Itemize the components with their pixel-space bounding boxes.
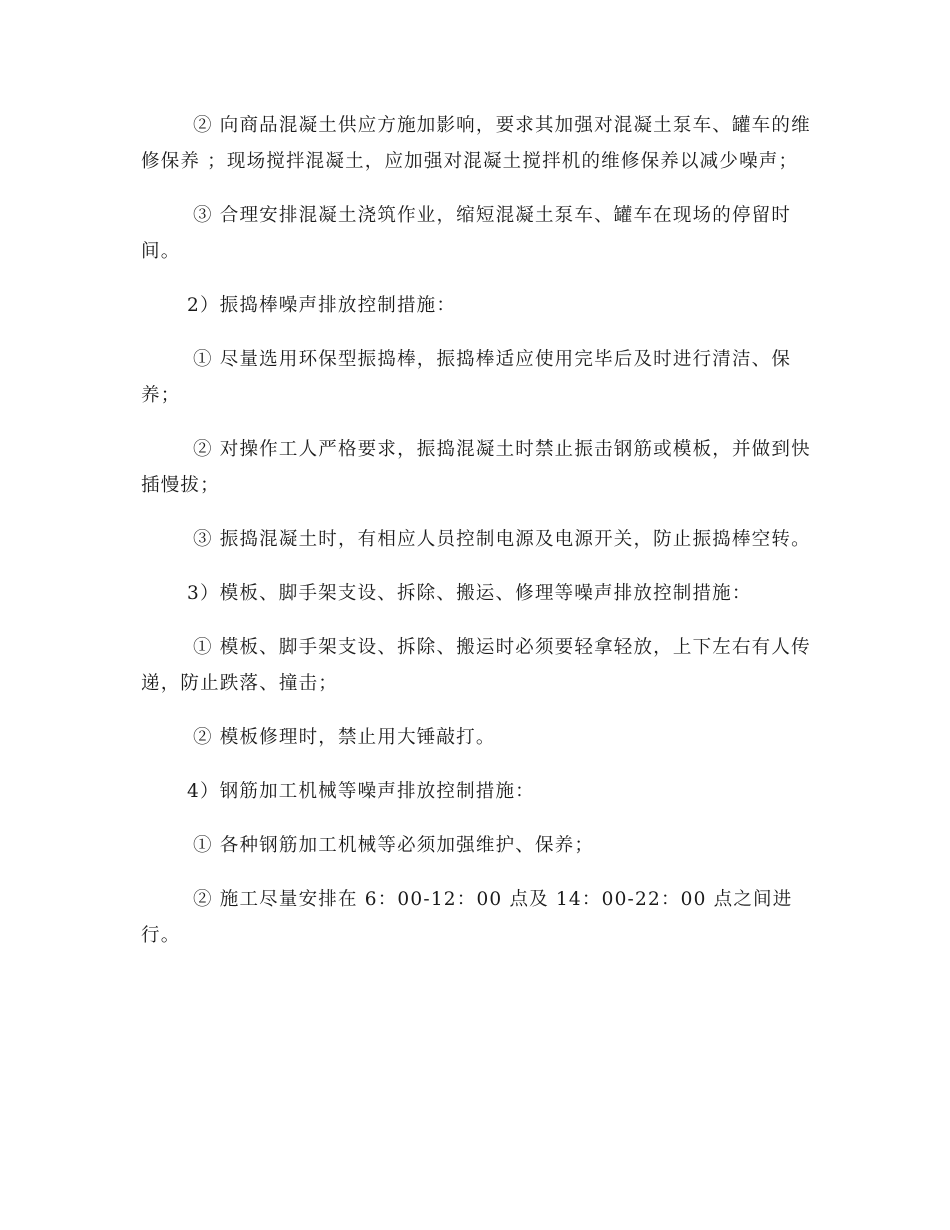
paragraph-mixer-maintenance: ② 向商品混凝土供应方施加影响，要求其加强对混凝土泵车、罐车的维修保养 ；现场搅拌混凝土，应加强对混凝土搅拌机的维修保养以减少噪声； [141, 115, 811, 172]
heading-rebar-machinery-noise: 4）钢筋加工机械等噪声排放控制措施： [187, 781, 535, 802]
paragraph-eco-vibrator: ① 尽量选用环保型振捣棒，振捣棒适应使用完毕后及时进行清洁、保养； [141, 349, 792, 406]
document-body [141, 108, 811, 972]
paragraph-formwork-handling: ① 模板、脚手架支设、拆除、搬运时必须要轻拿轻放，上下左右有人传递，防止跌落、撞击； [141, 637, 811, 694]
heading-formwork-noise: 3）模板、脚手架支设、拆除、搬运、修理等噪声排放控制措施： [187, 583, 752, 604]
paragraph-work-hours: ② 施工尽量安排在 6：00-12：00 点及 14：00-22：00 点之间进行。 [141, 889, 793, 946]
heading-vibrator-noise: 2）振捣棒噪声排放控制措施： [187, 295, 457, 316]
paragraph-formwork-repair: ② 模板修理时，禁止用大锤敲打。 [193, 727, 496, 748]
paragraph-rebar-maintenance: ① 各种钢筋加工机械等必须加强维护、保养； [193, 835, 595, 856]
paragraph-power-control: ③ 振捣混凝土时，有相应人员控制电源及电源开关，防止振捣棒空转。 [193, 529, 811, 550]
paragraph-operator-requirements: ② 对操作工人严格要求，振捣混凝土时禁止振击钢筋或模板，并做到快插慢拔； [141, 439, 811, 496]
paragraph-pour-scheduling: ③ 合理安排混凝土浇筑作业，缩短混凝土泵车、罐车在现场的停留时间。 [141, 205, 792, 262]
